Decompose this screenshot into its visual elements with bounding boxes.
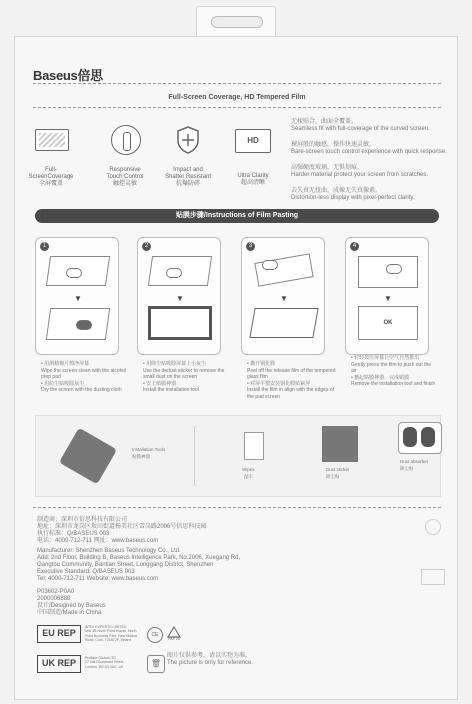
part-label-dust-absorber: Dust absorber 除尘贴 [400, 459, 429, 471]
eu-rep: EU REP APEX EXPERTS LIMITED Unit 3B North Point House, North Point Business Park, New Mallow Road, Cork, T23AT2P, Ireland [37, 625, 145, 643]
wipes-image [244, 432, 264, 460]
divider [194, 426, 195, 486]
step-2: 2 ▼ [137, 237, 221, 355]
step-1-text: • 用酒精棉片擦净屏幕 Wipe the screen clean with the alcohol prep pad • 用防尘贴吸除灰尘 Dry the screen with the dusting cloth [41, 361, 127, 393]
dust-absorber-image [398, 422, 442, 454]
feature-clarity: Ultra Clarity 超高清晰 [237, 173, 269, 186]
shield-icon [175, 125, 201, 155]
hand-icon [386, 264, 402, 274]
part-label-wipes: Wipes 湿巾 [242, 467, 255, 479]
instructions-title: 贴膜步骤/Instructions of Film Pasting [35, 209, 439, 223]
barcode-area [421, 569, 445, 585]
arrow-down-icon: ▼ [176, 294, 184, 303]
step-4-text: • 轻轻按压屏幕让空气自然排出 Gently press the film to push out the air • 撤起贴膜神器，完成贴膜 Remove the installation tool and finish [351, 355, 436, 387]
ce-mark: CE [147, 627, 163, 643]
feature-touch: Responsive Touch Control 触控灵敏 [106, 167, 144, 187]
step-4: 4 ▼ OK [345, 237, 429, 355]
arrow-down-icon: ▼ [384, 294, 392, 303]
feature-impact: Impact and Shatter Resistant 抗爆防碎 [164, 167, 212, 187]
tablet-ok-illustration: OK [358, 306, 418, 340]
step-3-text: • 撕开钢化膜 Peel off the release film of the tempered glass film • 对屏平整安装钢化膜贴紧屏 Install the film in align with the edges of the pad screen [247, 361, 336, 400]
recycle-icon: PAP 20 [165, 625, 183, 643]
divider [33, 83, 441, 84]
smiley-icon [425, 519, 441, 535]
package-back [14, 36, 458, 700]
tablet-illustration [249, 308, 318, 338]
step-1: 1 ▼ [35, 237, 119, 355]
feature-full-coverage: Full- ScreenCoverage 全屏覆盖 [28, 167, 74, 187]
package-contents [35, 415, 441, 497]
hand-icon [166, 268, 182, 278]
cloth-icon [76, 320, 92, 330]
brand-logo: Baseus倍思 [33, 68, 103, 83]
arrow-down-icon: ▼ [74, 294, 82, 303]
hand-icon [66, 268, 82, 278]
hd-icon: HD [235, 129, 271, 153]
installation-tool-image [59, 428, 117, 485]
part-label-dust-sticker: Dust sticker 除尘贴 [326, 467, 350, 479]
hang-tab [196, 6, 276, 40]
arrow-down-icon: ▼ [280, 294, 288, 303]
manufacturer-info: 制造商：深圳市倍思科技有限公司 地址：深圳市龙岗区坂田街道杨美社区雪岗路2006号倍思科技园 执行标准：Q/BASEUS 003 电话：4000-712-711 网址：www.baseus.com Manufacturer: Shenzhen Baseus Technology Co., Ltd. Add: 2nd Floor, Building B, Baseus Intelligence Park, No.2006, Xuegang Rd, Gangtou Community, Bantian Street, Longgang District, Shenzhen Executive Standard: Q/BASEUS 003 Tel: 4000-712-711 Website: www.baseus.com [37, 517, 241, 582]
film-illustration [254, 253, 313, 286]
product-codes: P03602-P0A0 2000006888 设计/Designed by Baseus 中国制造/Made in China [37, 589, 106, 616]
step-3: 3 ▼ [241, 237, 325, 355]
feature-list: 无棱贴合，曲面全覆盖。 Seamless fit with full-coverage of the curved screen. 裸屏般的触感，操作快速灵敏。 Bare-screen touch control experience with quick response. 高强硬度玻璃，无惧划痕。 Harder material protect your screen from scratches. 去失真无扭曲，成像无失真像素。 Distortion-less display with pixel-perfect clarity. [291, 119, 447, 201]
reference-note: 图片仅供参考，请以实物为准。 The picture is only for reference. [167, 653, 254, 666]
uk-rep: UK REP ProBlue Global LTD 27 Old Gloucester Street, London, WC1N 3AX, UK [37, 655, 145, 673]
divider [33, 507, 441, 508]
hang-hole [211, 16, 263, 28]
step-2-text: • 用除尘贴吸除屏幕上小灰尘 Use the dedust sticker to remove the small dust on the screen • 安上贴膜神器 Install the installation tool [143, 361, 225, 393]
part-label-installation-tools: Installation Tools 贴膜神器 [132, 447, 166, 459]
bin-icon: 🗑 [147, 655, 165, 673]
headline: Full-Screen Coverage, HD Tempered Film [168, 94, 306, 101]
screen-coverage-icon [35, 129, 69, 151]
hand-icon [262, 260, 278, 270]
installation-tool-illustration [148, 306, 212, 340]
divider [33, 107, 441, 108]
dust-sticker-image [322, 426, 358, 462]
touch-control-icon [111, 125, 141, 155]
